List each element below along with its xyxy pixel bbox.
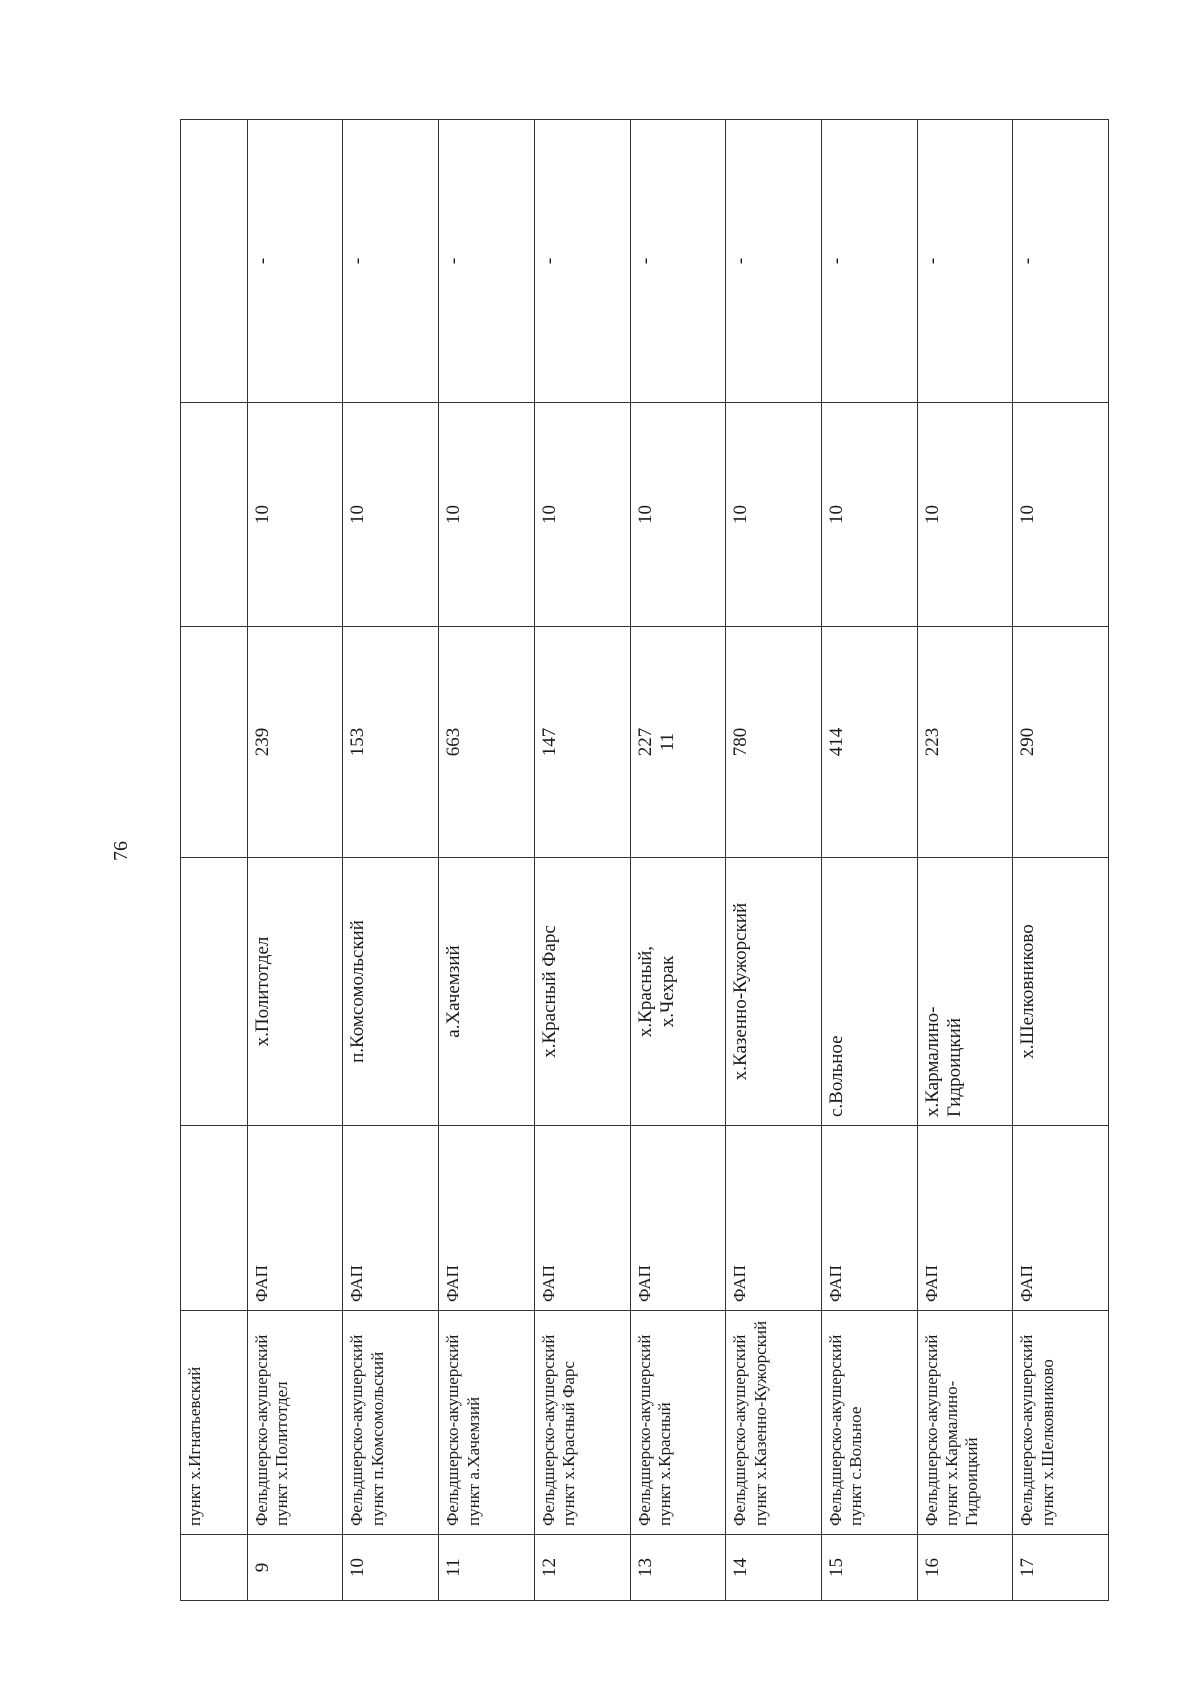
cell-population: 153 <box>343 627 439 858</box>
table-row <box>439 120 535 1601</box>
table-row-continuation <box>181 120 248 1601</box>
cell-place: х.Красный, х.Чехрак <box>630 858 726 1126</box>
cell-population: 290 <box>1013 627 1109 858</box>
cell-population: 147 <box>534 627 630 858</box>
cell-name: Фельдшерско-акушерский пункт х.Казенно-Кужорский <box>726 1311 822 1535</box>
cell-note: - <box>821 120 917 403</box>
cell-population: 239 <box>247 627 343 858</box>
cell-note: - <box>247 120 343 403</box>
cell-distance <box>181 403 248 627</box>
cell-distance: 10 <box>534 403 630 627</box>
cell-note <box>181 120 248 403</box>
table-row <box>343 120 439 1601</box>
cell-name: Фельдшерско-акушерский пункт п.Комсомольский <box>343 1311 439 1535</box>
cell-num: 15 <box>821 1535 917 1601</box>
cell-type <box>181 1126 248 1311</box>
cell-num: 14 <box>726 1535 822 1601</box>
cell-type: ФАП <box>630 1126 726 1311</box>
table-row <box>247 120 343 1601</box>
cell-place: х.Шелковниково <box>1013 858 1109 1126</box>
facilities-table <box>180 119 1109 1601</box>
cell-population: 227 11 <box>630 627 726 858</box>
cell-name: Фельдшерско-акушерский пункт а.Хачемзий <box>439 1311 535 1535</box>
cell-note: - <box>1013 120 1109 403</box>
cell-population: 414 <box>821 627 917 858</box>
cell-note: - <box>917 120 1013 403</box>
cell-name: Фельдшерско-акушерский пункт х.Красный Фарс <box>534 1311 630 1535</box>
cell-type: ФАП <box>247 1126 343 1311</box>
cell-note: - <box>439 120 535 403</box>
cell-type: ФАП <box>534 1126 630 1311</box>
cell-note: - <box>534 120 630 403</box>
table-row <box>534 120 630 1601</box>
cell-type: ФАП <box>917 1126 1013 1311</box>
table-rotation-wrapper <box>180 120 1109 1601</box>
cell-name: Фельдшерско-акушерский пункт х.Красный <box>630 1311 726 1535</box>
cell-name: Фельдшерско-акушерский пункт х.Политотдел <box>247 1311 343 1535</box>
cell-distance: 10 <box>343 403 439 627</box>
cell-distance: 10 <box>439 403 535 627</box>
cell-population: 663 <box>439 627 535 858</box>
cell-num: 16 <box>917 1535 1013 1601</box>
cell-distance: 10 <box>917 403 1013 627</box>
cell-place: а.Хачемзий <box>439 858 535 1126</box>
cell-type: ФАП <box>726 1126 822 1311</box>
cell-num: 9 <box>247 1535 343 1601</box>
cell-num: 11 <box>439 1535 535 1601</box>
cell-place: с.Вольное <box>821 858 917 1126</box>
cell-place: п.Комсомольский <box>343 858 439 1126</box>
cell-distance: 10 <box>1013 403 1109 627</box>
cell-population <box>181 627 248 858</box>
table-row <box>821 120 917 1601</box>
cell-place: х.Кармалино- Гидроицкий <box>917 858 1013 1126</box>
cell-name: Фельдшерско-акушерский пункт х.Шелковниково <box>1013 1311 1109 1535</box>
cell-note: - <box>630 120 726 403</box>
cell-name: Фельдшерско-акушерский пункт с.Вольное <box>821 1311 917 1535</box>
cell-population: 223 <box>917 627 1013 858</box>
cell-num <box>181 1535 248 1601</box>
cell-type: ФАП <box>821 1126 917 1311</box>
table-row <box>630 120 726 1601</box>
cell-type: ФАП <box>343 1126 439 1311</box>
cell-num: 10 <box>343 1535 439 1601</box>
cell-type: ФАП <box>439 1126 535 1311</box>
table-row <box>1013 120 1109 1601</box>
cell-name: Фельдшерско-акушерский пункт х.Кармалино-Гидроицкий <box>917 1311 1013 1535</box>
cell-name: пункт х.Игнатьевский <box>181 1311 248 1535</box>
cell-type: ФАП <box>1013 1126 1109 1311</box>
cell-distance: 10 <box>630 403 726 627</box>
cell-note: - <box>343 120 439 403</box>
cell-distance: 10 <box>821 403 917 627</box>
cell-place: х.Казенно-Кужорский <box>726 858 822 1126</box>
table-rotated-container <box>180 120 1109 1601</box>
cell-population: 780 <box>726 627 822 858</box>
cell-place: х.Политотдел <box>247 858 343 1126</box>
cell-num: 13 <box>630 1535 726 1601</box>
table-row <box>917 120 1013 1601</box>
table-row <box>726 120 822 1601</box>
cell-place <box>181 858 248 1126</box>
page-number: 76 <box>110 841 132 861</box>
cell-num: 17 <box>1013 1535 1109 1601</box>
cell-num: 12 <box>534 1535 630 1601</box>
cell-distance: 10 <box>247 403 343 627</box>
cell-place: х.Красный Фарс <box>534 858 630 1126</box>
cell-note: - <box>726 120 822 403</box>
cell-distance: 10 <box>726 403 822 627</box>
